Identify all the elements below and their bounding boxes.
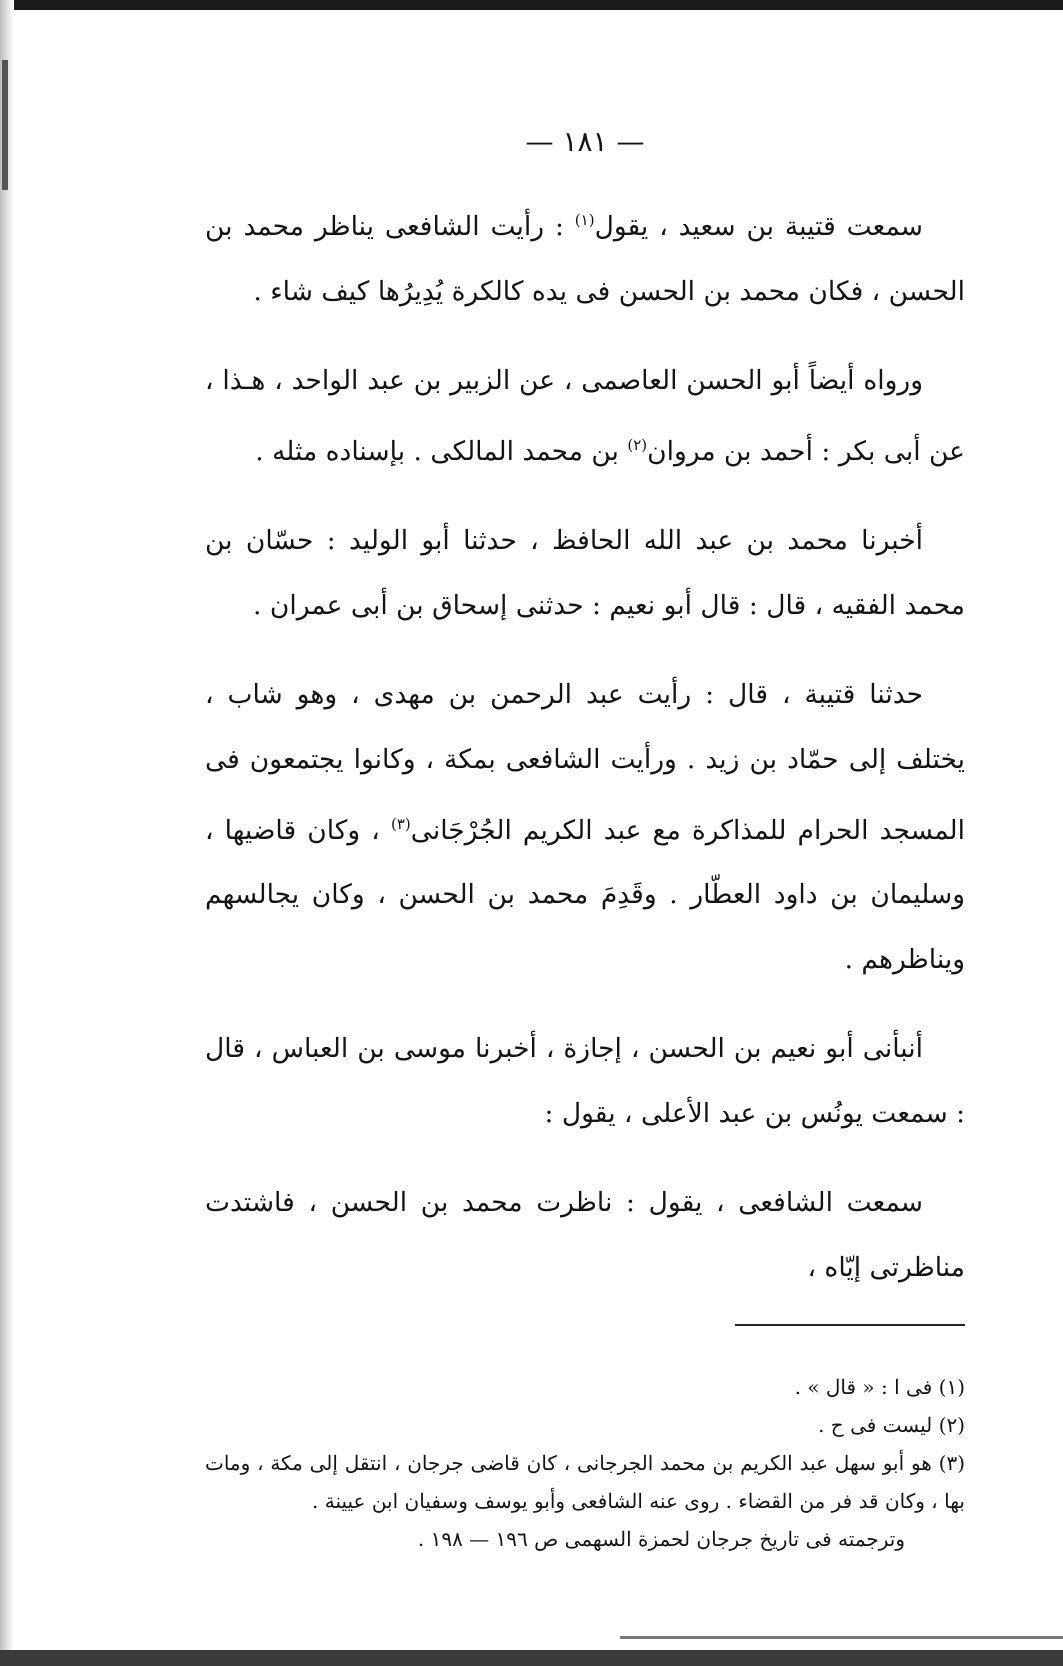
footnote-ref-1: (١) (574, 211, 595, 229)
footnote-2: (٢) ليست فى ح . (818, 1413, 965, 1438)
footnote-ref-3: (٣) (390, 814, 411, 833)
footnote-ref-2: (٢) (627, 435, 648, 454)
page-top-edge (0, 0, 1063, 10)
paragraph-1: سمعت قتيبة بن سعيد ، يقول$^{(١)}$ : رأيت الشافعى يناظر محمد بن الحسن ، فكان محمد بن الحسن فى يده كالكرة يُدِيرُها كيف شاء . (205, 210, 965, 307)
page-number: — ١٨١ — (525, 125, 645, 158)
scan-bottom-rule (620, 1636, 1063, 1639)
paragraph-5: أنبأنى أبو نعيم بن الحسن ، إجازة ، أخبرنا موسى بن العباس ، قال : سمعت يونُس بن عبد الأعلى ، يقول : (205, 1033, 965, 1130)
page-binding-shadow (0, 0, 14, 1666)
scan-mark (2, 60, 8, 190)
footnote-reference: وترجمته فى تاريخ جرجان لحمزة السهمى ص ١٩٦ — ١٩٨ . (417, 1527, 905, 1552)
page-bottom-edge (0, 1650, 1063, 1666)
footnote-3: (٣) هو أبو سهل عبد الكريم بن محمد الجرجانى ، كان قاضى جرجان ، انتقل إلى مكة ، ومات بها ، وكان قد فر من القضاء . روى عنه الشافعى وأبو يوسف وسفيان ابن عيينة . (205, 1451, 965, 1514)
book-page (205, 125, 965, 1558)
paragraph-3: أخبرنا محمد بن عبد الله الحافظ ، حدثنا أبو الوليد : حسّان بن محمد الفقيه ، قال : قال أبو نعيم : حدثنى إسحاق بن أبى عمران . (205, 524, 965, 621)
footnote-1: (١) فى ا : « قال » . (794, 1375, 965, 1400)
footnote-separator (735, 1324, 965, 1326)
paragraph-2: وروا‌ه أيضاً أبو الحسن العاصمى ، عن الزبير بن عبد الواحد ، هـذا ، عن أبى بكر : أحمد بن مروان$^{(٢)}$ بن محمد المالكى . بإسناده مثله . (205, 364, 965, 467)
paragraph-4: حدثنا قتيبة ، قال : رأيت عبد الرحمن بن مهدى ، وهو شاب ، يختلف إلى حمّاد بن زيد . ورأيت الشافعى بمكة ، وكانوا يجتمعون فى المسجد الحرام للمذاكرة مع عبد الكريم الجُرْجَانى$^{(٣)}$ ، وكان قاضيها ، وسليمان بن داود العطّار . وقَدِمَ محمد بن الحسن ، وكان يجالسهم ويناظرهم . (205, 678, 965, 976)
paragraph-6: سمعت الشافعى ، يقول : ناظرت محمد بن الحسن ، فاشتدت مناظرتى إيّاه ، (205, 1187, 965, 1284)
footnotes (205, 1368, 965, 1558)
